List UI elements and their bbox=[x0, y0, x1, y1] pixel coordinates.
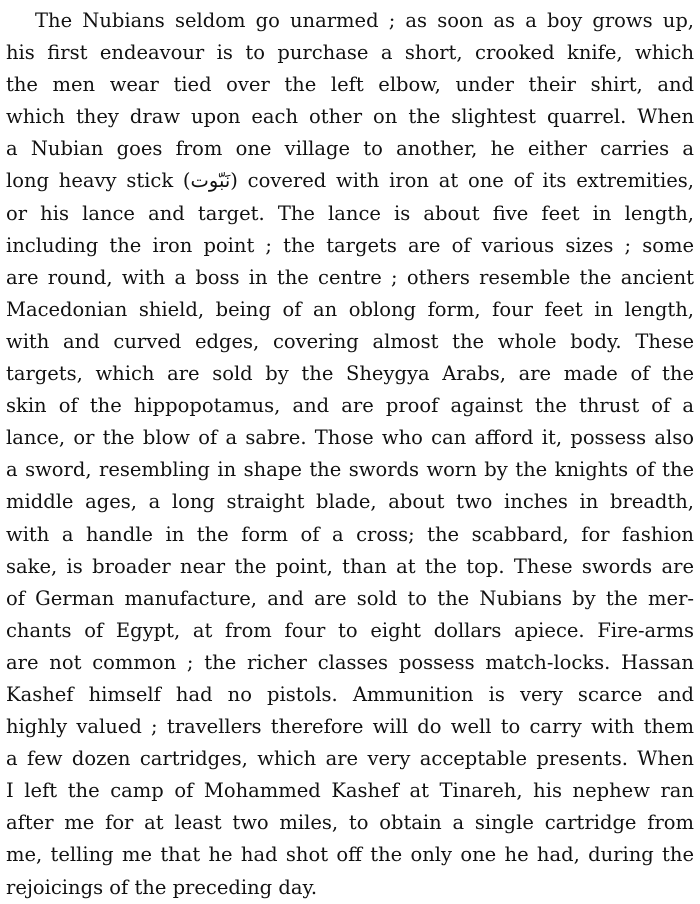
text-line-19: of German manufacture, and are sold to the Nubians by the mer- bbox=[6, 586, 694, 610]
text-line-22: Kashef himself had no pistols. Ammunition is very scarce and bbox=[6, 682, 694, 706]
text-line-25: I left the camp of Mohammed Kashef at Tinareh, his nephew ran bbox=[6, 779, 694, 803]
text-line-10: Macedonian shield, being of an oblong form, four feet in length, bbox=[6, 297, 694, 321]
text-line-4: which they draw upon each other on the slightest quarrel. When bbox=[6, 105, 694, 129]
text-line-26: after me for at least two miles, to obtain a single cartridge from bbox=[6, 811, 694, 835]
text-line-13: skin of the hippopotamus, and are proof against the thrust of a bbox=[6, 394, 694, 418]
text-line-12: targets, which are sold by the Sheygya Arabs, are made of the bbox=[6, 362, 694, 386]
text-line-8: including the iron point ; the targets are of various sizes ; some bbox=[6, 233, 694, 257]
text-line-7: or his lance and target. The lance is about five feet in length, bbox=[6, 201, 694, 225]
text-line-14: lance, or the blow of a sabre. Those who can afford it, possess also bbox=[6, 426, 694, 450]
text-line-16: middle ages, a long straight blade, about two inches in breadth, bbox=[6, 490, 694, 514]
text-line-11: with and curved edges, covering almost the whole body. These bbox=[6, 329, 694, 353]
text-line-2: his first endeavour is to purchase a short, crooked knife, which bbox=[6, 41, 694, 65]
text-line-15: a sword, resembling in shape the swords worn by the knights of the bbox=[6, 458, 694, 482]
text-line-3: the men wear tied over the left elbow, under their shirt, and bbox=[6, 73, 694, 97]
text-line-9: are round, with a boss in the centre ; others resemble the ancient bbox=[6, 265, 694, 289]
text-line-6: long heavy stick (نَبّوت) covered with iron at one of its extremities, bbox=[6, 169, 694, 193]
text-line-18: sake, is broader near the point, than at the top. These swords are bbox=[6, 554, 694, 578]
text-line-17: with a handle in the form of a cross; the scabbard, for fashion bbox=[6, 522, 694, 546]
text-line-5: a Nubian goes from one village to another, he either carries a bbox=[6, 137, 694, 161]
text-line-20: chants of Egypt, at from four to eight dollars apiece. Fire-arms bbox=[6, 618, 694, 642]
text-line-27: me, telling me that he had shot off the only one he had, during the bbox=[6, 843, 694, 867]
text-line-24: a few dozen cartridges, which are very acceptable presents. When bbox=[6, 747, 694, 771]
text-line-23: highly valued ; travellers therefore will do well to carry with them bbox=[6, 715, 694, 739]
body-paragraph bbox=[6, 5, 694, 904]
text-line-1: The Nubians seldom go unarmed ; as soon as a boy grows up, bbox=[35, 9, 694, 32]
text-line-28: rejoicings of the preceding day. bbox=[6, 875, 318, 899]
text-line-21: are not common ; the richer classes possess match-locks. Hassan bbox=[6, 650, 694, 674]
